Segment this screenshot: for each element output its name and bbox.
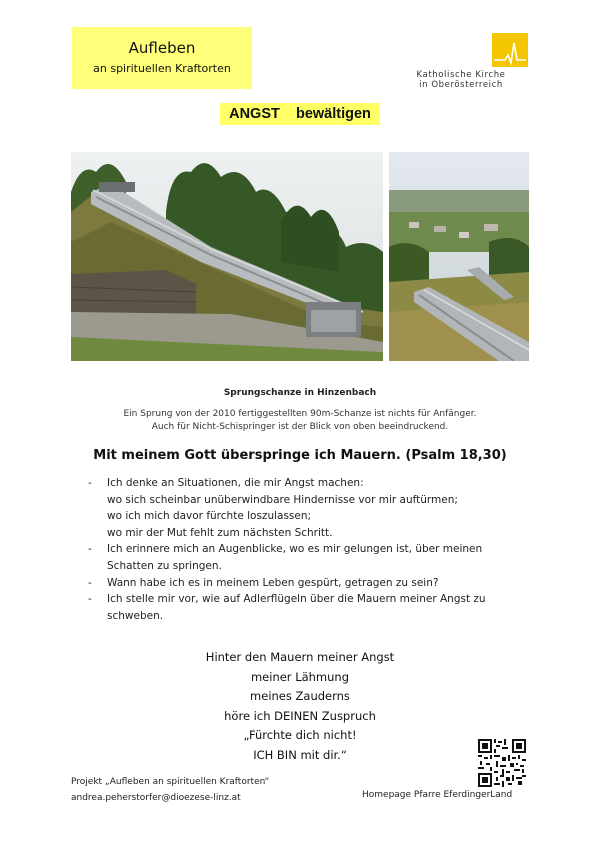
poem-line: höre ich DEINEN Zuspruch [224, 708, 376, 723]
description-line: Ein Sprung von der 2010 fertiggestellten 90m-Schanze ist nichts für Anfänger. [123, 409, 477, 419]
header-title: Aufleben [128, 39, 196, 57]
list-item [88, 591, 528, 624]
logo-line-2: in Oberösterreich [419, 80, 503, 90]
list-item [88, 575, 528, 592]
header-subtitle: an spirituellen Kraftorten [93, 62, 231, 75]
page-headline: ANGST bewältigen [220, 103, 380, 125]
bible-verse: Mit meinem Gott überspringe ich Mauern. (Psalm 18,30) [93, 448, 507, 463]
header-box [72, 27, 252, 89]
list-dash: - [88, 576, 92, 589]
list-item [88, 475, 528, 541]
list-line: Ich erinnere mich an Augenblicke, wo es mir gelungen ist, über meinen [107, 543, 483, 556]
poem-line: Hinter den Mauern meiner Angst [205, 650, 395, 664]
ski-jump-photo-view [389, 152, 529, 361]
list-line: schweben. [107, 609, 164, 622]
church-logo-icon [492, 33, 528, 67]
list-item [88, 541, 528, 574]
reflection-list [88, 475, 528, 624]
list-dash: - [88, 543, 92, 556]
poem-line: „Fürchte dich nicht! [243, 728, 357, 743]
poem-line: ICH BIN mit dir.“ [253, 747, 347, 762]
list-line: wo ich mich davor fürchte loszulassen; [107, 510, 312, 523]
list-line: Ich stelle mir vor, wie auf Adlerflügeln über die Mauern meiner Angst zu [107, 593, 486, 606]
list-line: Wann habe ich es in meinem Leben gespürt, getragen zu sein? [107, 576, 439, 589]
logo-line-1: Katholische Kirche [416, 70, 506, 80]
qr-code-icon[interactable] [478, 739, 526, 787]
list-line: Schatten zu springen. [107, 559, 222, 572]
list-line: Ich denke an Situationen, die mir Angst machen: [107, 477, 364, 489]
photo-description [0, 408, 600, 434]
photo-caption: Sprungschanze in Hinzenbach [223, 388, 377, 398]
list-line: wo sich scheinbar unüberwindbare Hindernisse vor mir auftürmen; [107, 493, 458, 506]
poem-line: meiner Lähmung [250, 669, 350, 684]
description-line: Auch für Nicht-Schispringer ist der Blick von oben beeindruckend. [151, 422, 449, 432]
contact-email[interactable]: andrea.peherstorfer@dioezese-linz.at [71, 793, 241, 803]
project-name: Projekt „Aufleben an spirituellen Kraftorten“ [71, 777, 270, 787]
footer-project [71, 774, 269, 806]
poem-line: meines Zauderns [250, 689, 350, 704]
list-line: wo mir der Mut fehlt zum nächsten Schritt. [107, 526, 333, 539]
list-dash: - [88, 593, 92, 606]
list-dash: - [88, 477, 92, 489]
logo-text [396, 70, 526, 90]
ski-jump-photo-main [71, 152, 383, 361]
homepage-link[interactable]: Homepage Pfarre EferdingerLand [362, 790, 513, 800]
